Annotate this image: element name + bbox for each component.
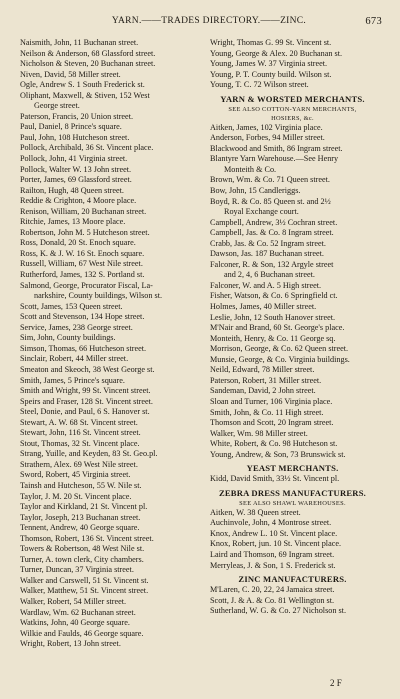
list-item: Young, Andrew, & Son, 73 Brunswick st.	[210, 449, 346, 459]
list-item: Rutherford, James, 132 S. Portland st.	[20, 270, 145, 280]
yarn-merchants-list	[210, 123, 375, 461]
list-item: Scott, James, 153 Queen street.	[20, 301, 123, 311]
list-item: Railton, Hugh, 48 Queen street.	[20, 185, 124, 195]
list-item: Robertson, John M. 5 Hutcheson street.	[20, 227, 150, 237]
list-item: Ross, Donald, 20 St. Enoch square.	[20, 238, 136, 248]
list-item: Strang, Yuille, and Keyden, 83 St. Geo.pl.	[20, 449, 158, 459]
list-item: Oliphant, Maxwell, & Stiven, 152 West	[20, 90, 150, 100]
list-item: Walker, Robert, 54 Miller street.	[20, 596, 127, 606]
list-item: Walker, Wm. 98 Miller street.	[210, 428, 308, 438]
list-item: Holmes, James, 40 Miller street.	[210, 302, 317, 312]
list-item: White, Robert, & Co. 98 Hutcheson st.	[210, 439, 338, 449]
list-item: Fisher, Watson, & Co. 6 Springfield ct.	[210, 291, 338, 301]
list-item: Bow, John, 15 Candleriggs.	[210, 186, 301, 196]
list-item: George street.	[34, 101, 80, 111]
list-item: Service, James, 238 George street.	[20, 322, 133, 332]
list-item: Young, George & Alex. 20 Buchanan st.	[210, 48, 343, 58]
right-column	[210, 38, 375, 617]
list-item: Paterson, Robert, 31 Miller street.	[210, 375, 322, 385]
list-item: Monteith & Co.	[224, 164, 277, 174]
zinc-manufacturers-heading: ZINC MANUFACTURERS.	[238, 574, 347, 585]
list-item: Blantyre Yarn Warehouse.—See Henry	[210, 154, 339, 164]
list-item: Blackwood and Smith, 86 Ingram street.	[210, 143, 343, 153]
list-item: Falconer, R. & Son, 132 Argyle street	[210, 259, 334, 269]
header-title: YARN.——TRADES DIRECTORY.——ZINC.	[111, 16, 307, 26]
yeast-merchants-list	[210, 474, 375, 485]
list-item: Stewart, A. W. 68 St. Vincent street.	[20, 417, 138, 427]
list-item: Neild, Edward, 78 Miller street.	[210, 365, 315, 375]
list-item: Kidd, David Smith, 33½ St. Vincent pl.	[210, 474, 340, 484]
list-item: Stout, Thomas, 32 St. Vincent place.	[20, 438, 140, 448]
list-item: Sim, John, County buildings.	[20, 333, 116, 343]
list-item: Dawson, Jas. 187 Buchanan street.	[210, 249, 324, 259]
zebra-see-also: SEE ALSO SHAWL WAREHOUSES.	[239, 499, 346, 507]
signature-mark: 2 F	[330, 678, 342, 688]
list-item: Paul, Daniel, 8 Prince's square.	[20, 122, 122, 132]
list-item: Speirs and Fraser, 128 St. Vincent street.	[20, 396, 153, 406]
yarn-see-also-line2: HOSIERS, &c.	[271, 114, 314, 122]
list-item: Campbell, Andrew, 3½ Cochran street.	[210, 217, 338, 227]
list-item: Renison, William, 20 Buchanan street.	[20, 206, 147, 216]
list-item: Sinclair, Robert, 44 Miller street.	[20, 354, 129, 364]
running-header	[0, 16, 400, 30]
list-item: narkshire, County buildings, Wilson st.	[34, 291, 163, 301]
yeast-merchants-heading: YEAST MERCHANTS.	[246, 463, 339, 474]
list-item: Boyd, R. & Co. 85 Queen st. and 2½	[210, 196, 331, 206]
list-item: Campbell, Jas. & Co. 8 Ingram street.	[210, 228, 334, 238]
list-item: Naismith, John, 11 Buchanan street.	[20, 38, 139, 47]
list-item: Sloan and Turner, 106 Virginia place.	[210, 396, 333, 406]
list-item: Knox, Andrew L. 10 St. Vincent place.	[210, 528, 338, 538]
list-item: Crabb, Jas. & Co. 52 Ingram street.	[210, 238, 326, 248]
right-column-top-entries	[210, 38, 375, 91]
list-item: Smith, James, 5 Prince's square.	[20, 375, 125, 385]
list-item: Niven, David, 58 Miller street.	[20, 69, 121, 79]
list-item: Young, P. T. County build. Wilson st.	[210, 69, 332, 79]
list-item: Sutherland, W. G. & Co. 27 Nicholson st.	[210, 606, 347, 616]
list-item: Smith and Wright, 99 St. Vincent street.	[20, 386, 151, 396]
list-item: Tennent, Andrew, 40 George square.	[20, 523, 140, 533]
list-item: Scott, J. & A. & Co. 81 Wellington st.	[210, 595, 335, 605]
list-item: Aitken, W. 38 Queen street.	[210, 507, 301, 517]
list-item: Anderson, Forbes, 94 Miller street.	[210, 133, 325, 143]
list-item: Munsie, George, & Co. Virginia buildings.	[210, 354, 350, 364]
list-item: Morrison, George, & Co. 62 Queen street.	[210, 344, 349, 354]
list-item: Taylor, Joseph, 213 Buchanan street.	[20, 512, 141, 522]
left-column	[20, 38, 185, 650]
list-item: Turner, A. town clerk, City chambers.	[20, 554, 144, 564]
list-item: and 2, 4, 6 Buchanan street.	[224, 270, 315, 280]
list-item: Towers & Robertson, 48 West Nile st.	[20, 544, 145, 554]
list-item: Ritchie, James, 13 Moore place.	[20, 217, 126, 227]
list-item: Taylor and Kirkland, 21 St. Vincent pl.	[20, 502, 148, 512]
list-item: Wilkie and Faulds, 46 George square.	[20, 628, 144, 638]
list-item: Falconer, W. and A. 5 High street.	[210, 280, 322, 290]
list-item: Pollock, John, 41 Virginia street.	[20, 154, 128, 164]
list-item: Simson, Thomas, 66 Hutcheson street.	[20, 343, 147, 353]
list-item: Royal Exchange court.	[224, 207, 299, 217]
zebra-dress-heading: ZEBRA DRESS MANUFACTURERS.	[218, 487, 367, 498]
zinc-manufacturers-list	[210, 585, 375, 617]
list-item: Reddie & Crighton, 4 Moore place.	[20, 196, 137, 206]
list-item: Salmond, George, Procurator Fiscal, La-	[20, 280, 153, 290]
list-item: Knox, Robert, jun. 10 St. Vincent place.	[210, 539, 342, 549]
list-item: Turner, Duncan, 37 Virginia street.	[20, 565, 134, 575]
list-item: Aitken, James, 102 Virginia place.	[210, 122, 323, 132]
list-item: Taylor, J. M. 20 St. Vincent place.	[20, 491, 132, 501]
zebra-dress-list	[210, 508, 375, 571]
list-item: Wright, Robert, 13 John street.	[20, 639, 121, 649]
list-item: Thomson, Robert, 136 St. Vincent street.	[20, 533, 154, 543]
list-item: Smith, John, & Co. 11 High street.	[210, 407, 324, 417]
list-item: Wardlaw, Wm. 62 Buchanan street.	[20, 607, 136, 617]
list-item: Strathern, Alex. 69 West Nile street.	[20, 459, 138, 469]
list-item: Paul, John, 108 Hutcheson street.	[20, 132, 130, 142]
list-item: Porter, James, 69 Glassford street.	[20, 175, 132, 185]
list-item: Monteith, Henry, & Co. 11 George sq.	[210, 333, 336, 343]
list-item: Thomson and Scott, 20 Ingram street.	[210, 418, 334, 428]
list-item: Ross, K. & J. W. 16 St. Enoch square.	[20, 248, 145, 258]
list-item: Stewart, John, 116 St. Vincent street.	[20, 428, 141, 438]
list-item: Brown, Wm. & Co. 71 Queen street.	[210, 175, 330, 185]
list-item: Paterson, Francis, 20 Union street.	[20, 111, 134, 121]
list-item: Laird and Thomson, 69 Ingram street.	[210, 549, 335, 559]
list-item: Sandeman, David, 2 John street.	[210, 386, 316, 396]
yarn-merchants-heading: YARN & WORSTED MERCHANTS.	[220, 93, 365, 104]
list-item: Young, T. C. 72 Wilson street.	[210, 80, 309, 90]
list-item: Young, James W. 37 Virginia street.	[210, 59, 328, 69]
list-item: Walker, Matthew, 51 St. Vincent street.	[20, 586, 149, 596]
list-item: Steel, Donie, and Paul, 6 S. Hanover st.	[20, 407, 150, 417]
list-item: Smeaton and Skeoch, 38 West George st.	[20, 364, 155, 374]
yarn-see-also-line1: SEE ALSO COTTON-YARN MERCHANTS,	[228, 105, 357, 113]
list-item: Auchinvole, John, 4 Montrose street.	[210, 518, 332, 528]
list-item: Russell, William, 67 West Nile street.	[20, 259, 143, 269]
list-item: Leslie, John, 12 South Hanover street.	[210, 312, 336, 322]
list-item: M'Laren, C. 20, 22, 24 Jamaica street.	[210, 585, 335, 595]
list-item: Nicholson & Steven, 20 Buchanan street.	[20, 59, 156, 69]
list-item: Sword, Robert, 45 Virginia street.	[20, 470, 131, 480]
list-item: Tainsh and Hutcheson, 55 W. Nile st.	[20, 480, 142, 490]
list-item: Scott and Stevenson, 134 Hope street.	[20, 312, 145, 322]
list-item: Pollock, Archibald, 36 St. Vincent place.	[20, 143, 154, 153]
list-item: Watkins, John, 40 George square.	[20, 618, 130, 628]
list-item: Pollock, Walter W. 13 John street.	[20, 164, 132, 174]
page-number: 673	[365, 16, 382, 27]
list-item: Ogle, Andrew S. 1 South Frederick st.	[20, 80, 145, 90]
list-item: Neilson & Anderson, 68 Glassford street.	[20, 48, 156, 58]
list-item: Wright, Thomas G. 99 St. Vincent st.	[210, 38, 332, 47]
list-item: Merryleas, J. & Son, 1 S. Frederick st.	[210, 560, 336, 570]
list-item: Walker and Carswell, 51 St. Vincent st.	[20, 575, 149, 585]
list-item: M'Nair and Brand, 60 St. George's place.	[210, 323, 345, 333]
